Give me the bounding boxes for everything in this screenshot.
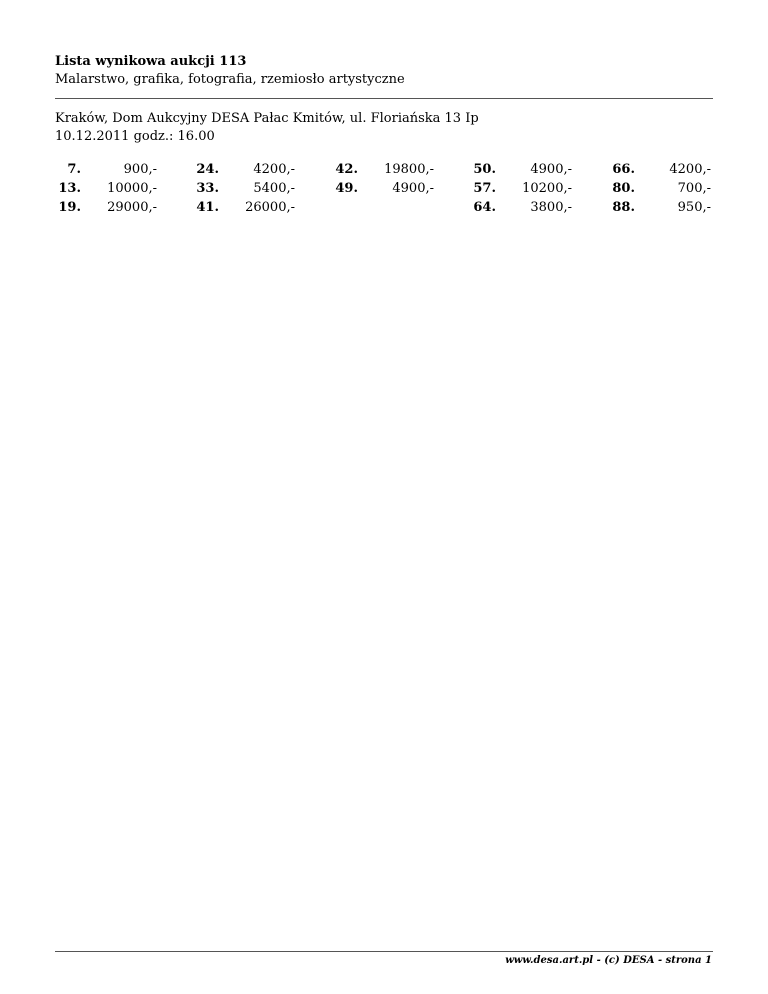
lot-price: 4900,- (392, 181, 434, 196)
lot-number: 7. (67, 162, 81, 177)
lot-number: 24. (196, 162, 219, 177)
result-entry (55, 160, 175, 179)
lot-number: 13. (58, 181, 81, 196)
lot-price: 19800,- (384, 162, 434, 177)
lot-number: 42. (335, 162, 358, 177)
lot-number: 66. (612, 162, 635, 177)
result-entry (470, 179, 590, 198)
results-column (332, 160, 452, 198)
result-entry (193, 160, 313, 179)
lot-price: 10200,- (522, 181, 572, 196)
auction-location: Kraków, Dom Aukcyjny DESA Pałac Kmitów, ul. Floriańska 13 Ip (55, 111, 479, 126)
document-title: Lista wynikowa aukcji 113 (55, 54, 247, 69)
result-entry (332, 160, 452, 179)
lot-price: 10000,- (107, 181, 157, 196)
header-divider (55, 98, 713, 99)
lot-number: 50. (473, 162, 496, 177)
lot-number: 57. (473, 181, 496, 196)
results-list (55, 160, 715, 220)
results-column (193, 160, 313, 217)
document-subtitle: Malarstwo, grafika, fotografia, rzemiosło artystyczne (55, 72, 405, 87)
lot-price: 900,- (123, 162, 157, 177)
lot-number: 64. (473, 200, 496, 215)
lot-number: 41. (196, 200, 219, 215)
result-entry (55, 198, 175, 217)
lot-price: 4200,- (669, 162, 711, 177)
result-entry (470, 198, 590, 217)
lot-number: 80. (612, 181, 635, 196)
auction-datetime: 10.12.2011 godz.: 16.00 (55, 129, 215, 144)
results-column (55, 160, 175, 217)
result-entry (470, 160, 590, 179)
results-column (470, 160, 590, 217)
result-entry (609, 160, 729, 179)
lot-price: 4200,- (253, 162, 295, 177)
result-entry (193, 198, 313, 217)
footer-divider (55, 951, 713, 952)
lot-price: 700,- (677, 181, 711, 196)
result-entry (193, 179, 313, 198)
lot-price: 5400,- (253, 181, 295, 196)
lot-price: 29000,- (107, 200, 157, 215)
lot-price: 26000,- (245, 200, 295, 215)
lot-price: 4900,- (530, 162, 572, 177)
results-column (609, 160, 729, 217)
lot-number: 88. (612, 200, 635, 215)
lot-number: 33. (196, 181, 219, 196)
lot-price: 950,- (677, 200, 711, 215)
result-entry (609, 198, 729, 217)
result-entry (609, 179, 729, 198)
result-entry (332, 179, 452, 198)
lot-price: 3800,- (530, 200, 572, 215)
lot-number: 49. (335, 181, 358, 196)
footer-text: www.desa.art.pl - (c) DESA - strona 1 (505, 955, 712, 966)
result-entry (55, 179, 175, 198)
lot-number: 19. (58, 200, 81, 215)
